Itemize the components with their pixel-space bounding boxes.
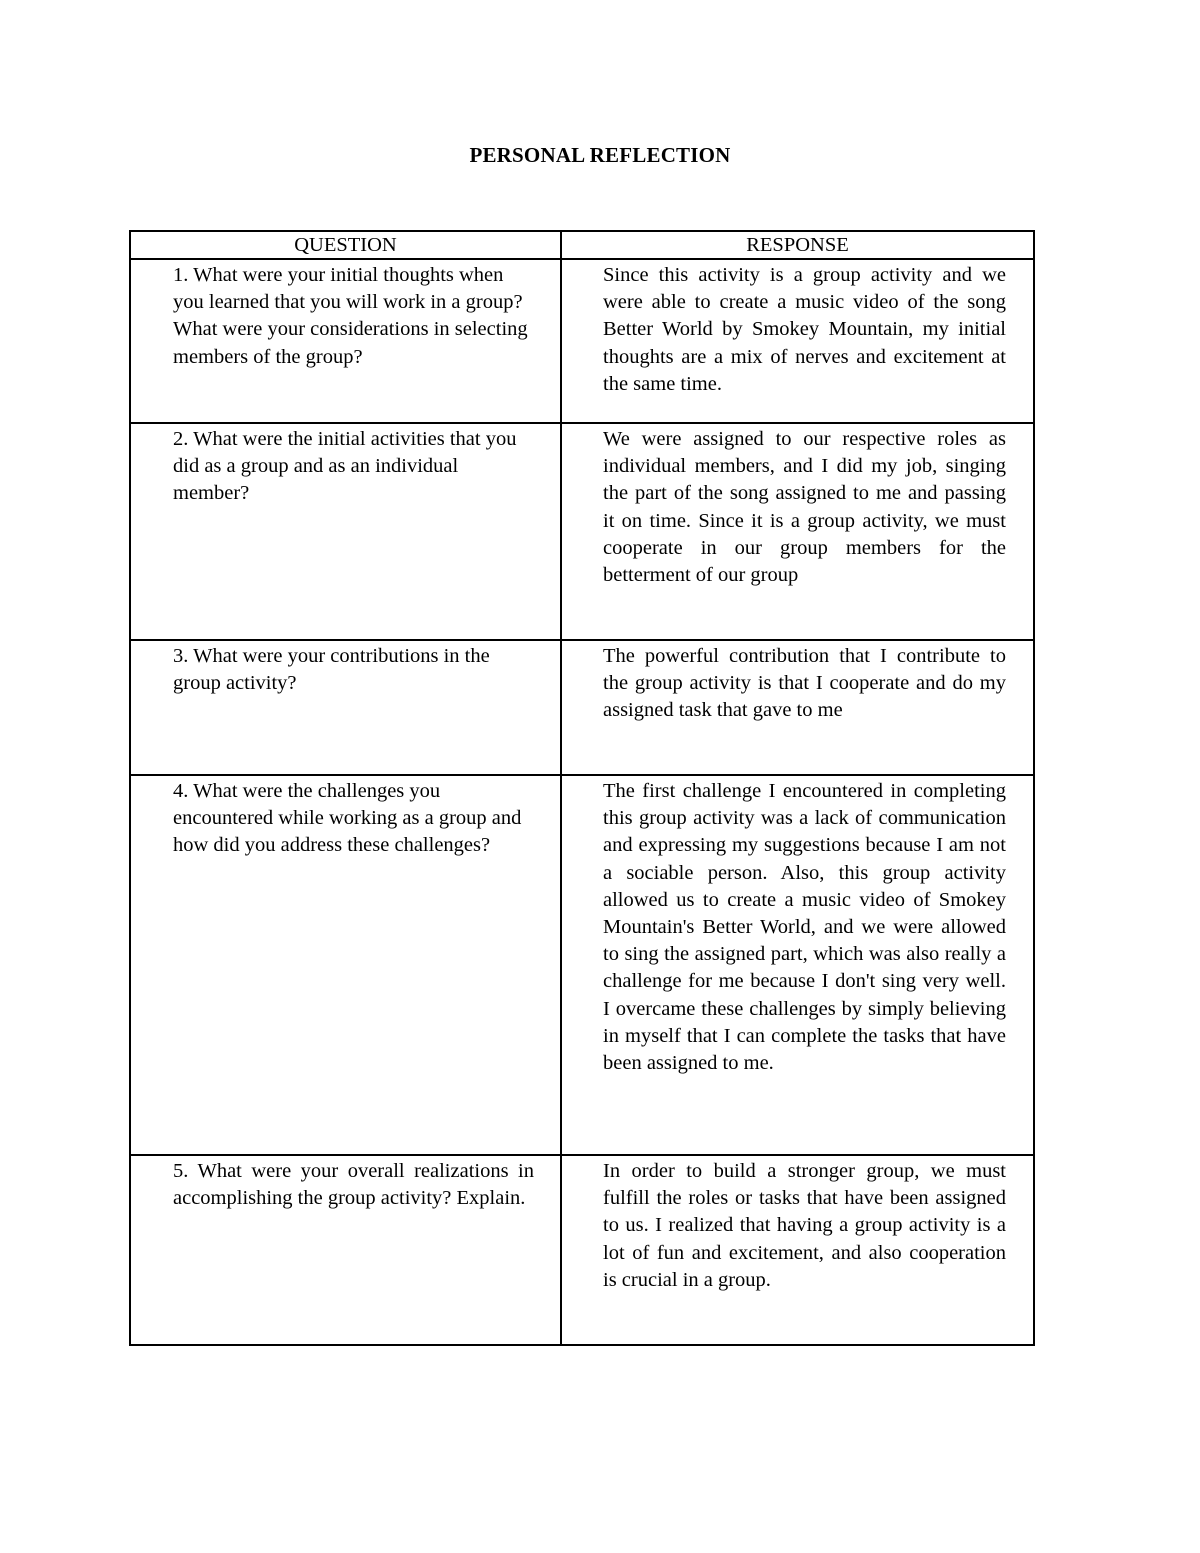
table-row	[130, 775, 1034, 1155]
response-cell: We were assigned to our respective roles as individual members, and I did my job, singing the part of the song assigned to me and passing it on time. Since it is a group activity, we must cooperate in our group members for the betterment of our group	[561, 423, 1034, 640]
table-row	[130, 1155, 1034, 1345]
question-cell: 1. What were your initial thoughts when you learned that you will work in a group? What were your considerations in selecting members of the group?	[130, 259, 561, 423]
response-cell: Since this activity is a group activity and we were able to create a music video of the song Better World by Smokey Mountain, my initial thoughts are a mix of nerves and excitement at the same time.	[561, 259, 1034, 423]
response-cell: In order to build a stronger group, we must fulfill the roles or tasks that have been assigned to us. I realized that having a group activity is a lot of fun and excitement, and also cooperation is crucial in a group.	[561, 1155, 1034, 1345]
response-cell: The first challenge I encountered in completing this group activity was a lack of communication and expressing my suggestions because I am not a sociable person. Also, this group activity allowed us to create a music video of Smokey Mountain's Better World, and we were allowed to sing the assigned part, which was also really a challenge for me because I don't sing very well. I overcame these challenges by simply believing in myself that I can complete the tasks that have been assigned to me.	[561, 775, 1034, 1155]
question-cell: 4. What were the challenges you encountered while working as a group and how did you address these challenges?	[130, 775, 561, 1155]
table-header-row	[130, 231, 1034, 259]
question-cell: 2. What were the initial activities that you did as a group and as an individual member?	[130, 423, 561, 640]
reflection-table	[129, 230, 1035, 1346]
table-row	[130, 640, 1034, 775]
question-column-header: QUESTION	[130, 231, 561, 259]
response-cell: The powerful contribution that I contribute to the group activity is that I cooperate and do my assigned task that gave to me	[561, 640, 1034, 775]
question-cell: 5. What were your overall realizations in accomplishing the group activity? Explain.	[130, 1155, 561, 1345]
page-title: PERSONAL REFLECTION	[469, 143, 731, 167]
table-row	[130, 259, 1034, 423]
response-column-header: RESPONSE	[561, 231, 1034, 259]
question-cell: 3. What were your contributions in the group activity?	[130, 640, 561, 775]
table-row	[130, 423, 1034, 640]
